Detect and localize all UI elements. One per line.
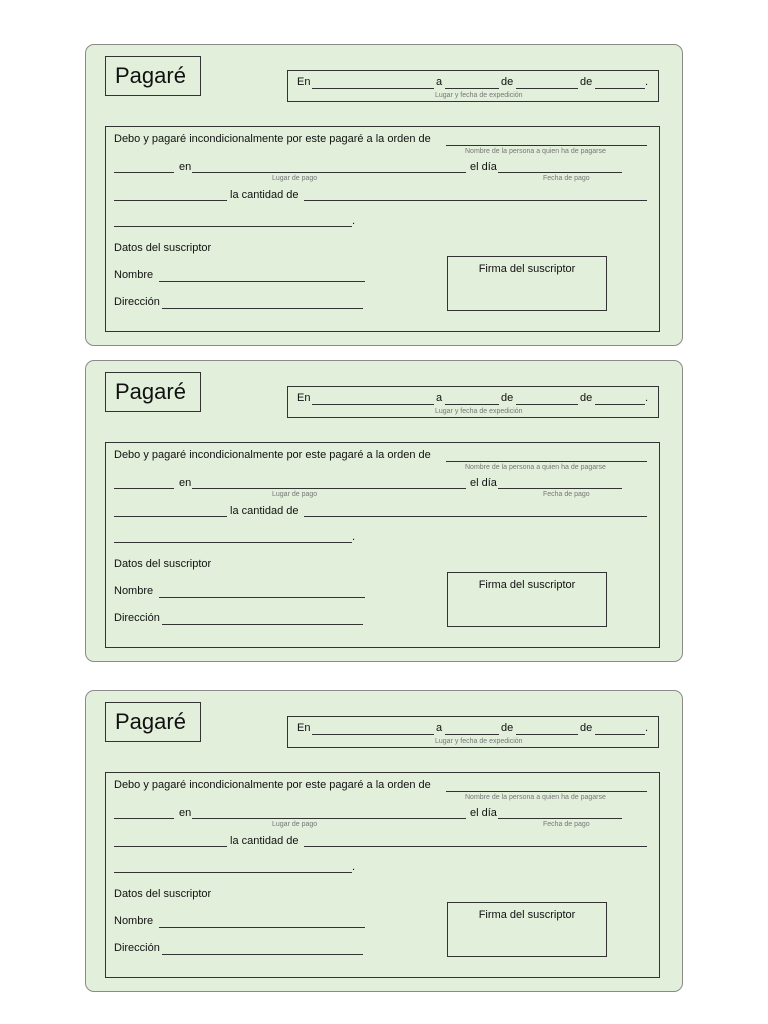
address-field[interactable] [162,624,363,625]
payee-field[interactable] [446,461,647,462]
payment-place-field[interactable] [192,818,466,819]
order-statement: Debo y pagaré incondicionalmente por este pagaré a la orden de [114,779,431,791]
amount-words-field[interactable] [304,516,647,517]
day-field[interactable] [445,404,499,405]
place-date-box [287,716,659,748]
cantidad-label: la cantidad de [230,505,299,517]
month-field[interactable] [516,88,578,89]
note-body [105,442,660,648]
place-caption: Lugar de pago [272,491,318,498]
de-label-2: de [580,392,593,404]
de-label-1: de [501,392,514,404]
place-caption: Lugar de pago [272,175,318,182]
de-label-1: de [501,722,514,734]
name-field[interactable] [159,597,365,598]
en-label: en [179,477,192,489]
place-date-box [287,70,659,102]
a-label: a [436,392,443,404]
el-dia-label: el día [470,161,497,173]
amount-figures-field[interactable] [114,200,227,201]
place-date-caption: Lugar y fecha de expedición [435,738,523,745]
payment-place-field[interactable] [192,488,466,489]
payee-field[interactable] [446,791,647,792]
order-statement: Debo y pagaré incondicionalmente por este pagaré a la orden de [114,449,431,461]
address-field[interactable] [162,308,363,309]
promissory-note [85,360,683,662]
place-field[interactable] [312,404,434,405]
name-field[interactable] [159,281,365,282]
subscriber-heading: Datos del suscriptor [114,242,212,254]
signature-box[interactable] [447,572,607,627]
signature-box[interactable] [447,256,607,311]
signature-label: Firma del suscriptor [478,263,576,275]
place-date-box [287,386,659,418]
direccion-label: Dirección [114,612,160,624]
nombre-label: Nombre [114,585,154,597]
payment-date-field[interactable] [498,172,622,173]
line-period: . [352,215,356,227]
year-field[interactable] [595,88,645,89]
amount-prefix-field[interactable] [114,172,174,173]
amount-words-continued-field[interactable] [114,542,352,543]
date-caption: Fecha de pago [543,175,590,182]
note-title: Pagaré [105,372,201,412]
note-title: Pagaré [105,56,201,96]
el-dia-label: el día [470,807,497,819]
amount-words-continued-field[interactable] [114,226,352,227]
a-label: a [436,722,443,734]
nombre-label: Nombre [114,269,154,281]
de-label-2: de [580,722,593,734]
line-period: . [352,861,356,873]
end-period: . [645,722,649,734]
payment-date-field[interactable] [498,488,622,489]
day-field[interactable] [445,734,499,735]
signature-label: Firma del suscriptor [478,909,576,921]
amount-prefix-field[interactable] [114,488,174,489]
place-date-caption: Lugar y fecha de expedición [435,92,523,99]
day-field[interactable] [445,88,499,89]
de-label-2: de [580,76,593,88]
note-title: Pagaré [105,702,201,742]
place-field[interactable] [312,734,434,735]
amount-words-field[interactable] [304,200,647,201]
note-body [105,126,660,332]
end-period: . [645,392,649,404]
promissory-note [85,690,683,992]
de-label-1: de [501,76,514,88]
a-label: a [436,76,443,88]
en-label: En [297,722,311,734]
en-label: en [179,161,192,173]
place-caption: Lugar de pago [272,821,318,828]
direccion-label: Dirección [114,942,160,954]
note-body [105,772,660,978]
end-period: . [645,76,649,88]
year-field[interactable] [595,734,645,735]
payment-place-field[interactable] [192,172,466,173]
subscriber-heading: Datos del suscriptor [114,888,212,900]
payee-caption: Nombre de la persona a quien ha de pagarse [465,794,606,801]
payee-caption: Nombre de la persona a quien ha de pagarse [465,148,606,155]
payee-field[interactable] [446,145,647,146]
month-field[interactable] [516,404,578,405]
amount-prefix-field[interactable] [114,818,174,819]
subscriber-heading: Datos del suscriptor [114,558,212,570]
signature-label: Firma del suscriptor [478,579,576,591]
line-period: . [352,531,356,543]
nombre-label: Nombre [114,915,154,927]
signature-box[interactable] [447,902,607,957]
date-caption: Fecha de pago [543,491,590,498]
amount-words-continued-field[interactable] [114,872,352,873]
cantidad-label: la cantidad de [230,835,299,847]
cantidad-label: la cantidad de [230,189,299,201]
amount-figures-field[interactable] [114,516,227,517]
year-field[interactable] [595,404,645,405]
name-field[interactable] [159,927,365,928]
en-label: En [297,392,311,404]
en-label: En [297,76,311,88]
address-field[interactable] [162,954,363,955]
payment-date-field[interactable] [498,818,622,819]
month-field[interactable] [516,734,578,735]
place-date-caption: Lugar y fecha de expedición [435,408,523,415]
amount-figures-field[interactable] [114,846,227,847]
order-statement: Debo y pagaré incondicionalmente por este pagaré a la orden de [114,133,431,145]
promissory-note [85,44,683,346]
el-dia-label: el día [470,477,497,489]
amount-words-field[interactable] [304,846,647,847]
place-field[interactable] [312,88,434,89]
payee-caption: Nombre de la persona a quien ha de pagarse [465,464,606,471]
en-label: en [179,807,192,819]
date-caption: Fecha de pago [543,821,590,828]
direccion-label: Dirección [114,296,160,308]
